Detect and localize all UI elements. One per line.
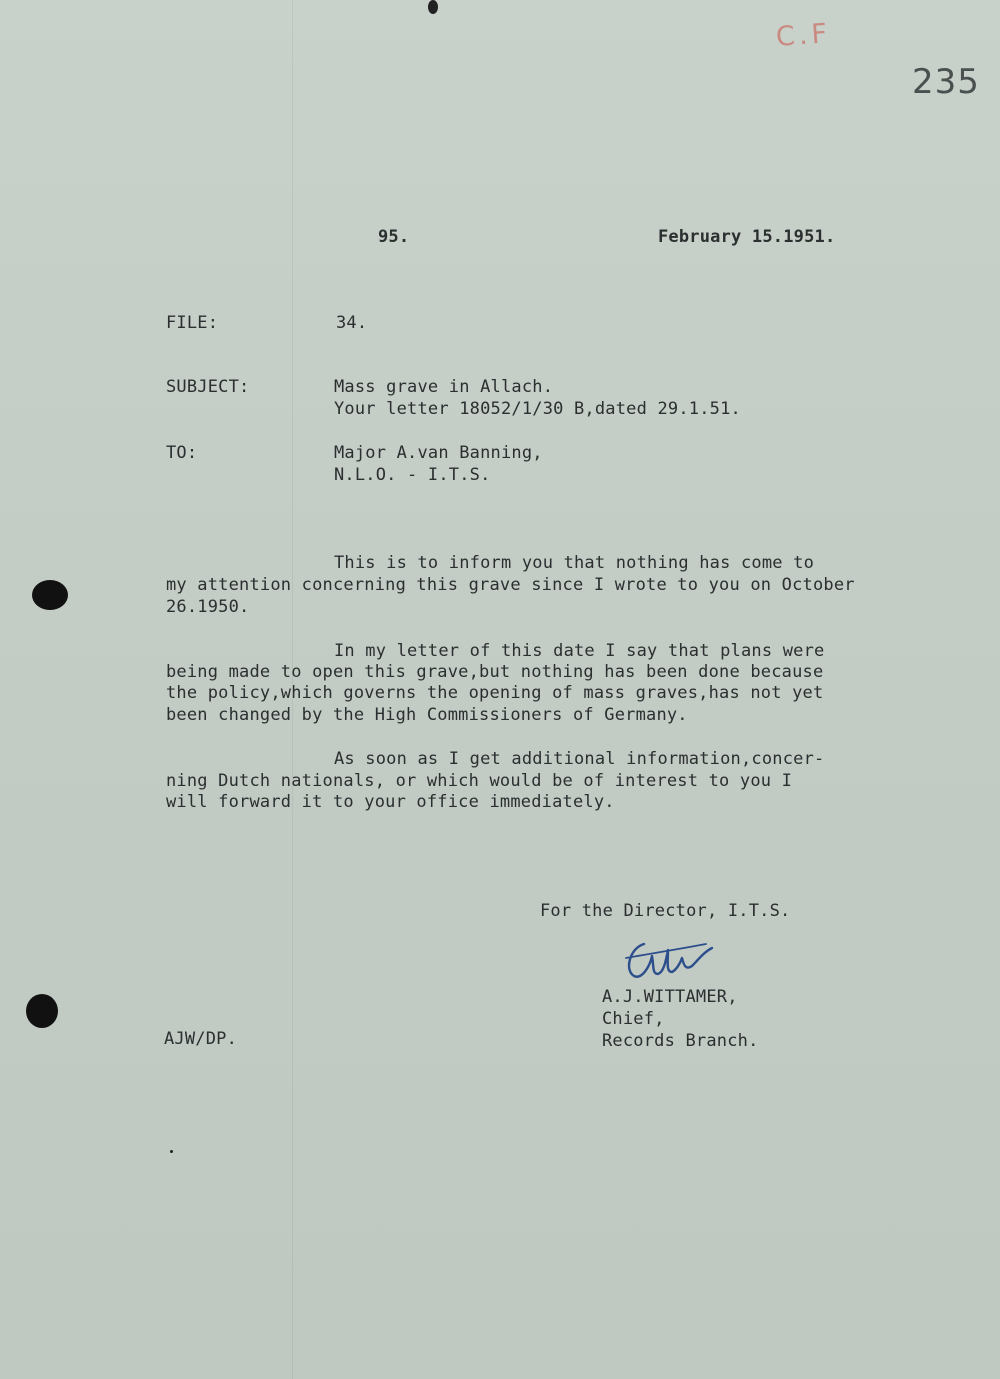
file-value: 34. [336,313,368,333]
signatory-branch: Records Branch. [602,1031,759,1051]
typist-initials-reference: AJW/DP. [164,1029,238,1049]
to-line-1: Major A.van Banning, [334,443,543,463]
ink-speck-small [170,1150,173,1153]
for-the-director-line: For the Director, I.T.S. [540,901,791,921]
paragraph-2-line-4: been changed by the High Commissioners of Germany. [166,705,688,725]
letter-date: February 15.1951. [658,227,836,247]
file-label: FILE: [166,313,219,333]
handwritten-page-number: 235 [912,62,980,102]
paragraph-2-line-1: In my letter of this date I say that plans were [334,641,825,661]
paragraph-3-line-2: ning Dutch nationals, or which would be of interest to you I [166,771,793,791]
paragraph-1-line-1: This is to inform you that nothing has come to [334,553,815,573]
paragraph-2-line-2: being made to open this grave,but nothing has been done because [166,662,824,682]
to-line-2: N.L.O. - I.T.S. [334,465,491,485]
signatory-name: A.J.WITTAMER, [602,987,738,1007]
subject-line-2: Your letter 18052/1/30 B,dated 29.1.51. [334,399,741,419]
handwritten-signature [622,936,718,986]
subject-line-1: Mass grave in Allach. [334,377,554,397]
paragraph-1-line-2: my attention concerning this grave since I wrote to you on October [166,575,855,595]
punch-hole-bottom [26,994,58,1028]
paragraph-1-line-3: 26.1950. [166,597,250,617]
punch-hole-top [32,580,68,610]
signatory-title: Chief, [602,1009,665,1029]
paragraph-3-line-1: As soon as I get additional information,concer- [334,749,825,769]
subject-label: SUBJECT: [166,377,250,397]
handwritten-initials: C.F [774,18,832,53]
to-label: TO: [166,443,198,463]
paragraph-2-line-3: the policy,which governs the opening of mass graves,has not yet [166,683,824,703]
paragraph-3-line-3: will forward it to your office immediately. [166,792,615,812]
reference-number: 95. [378,227,410,247]
ink-speck-top [428,0,438,14]
